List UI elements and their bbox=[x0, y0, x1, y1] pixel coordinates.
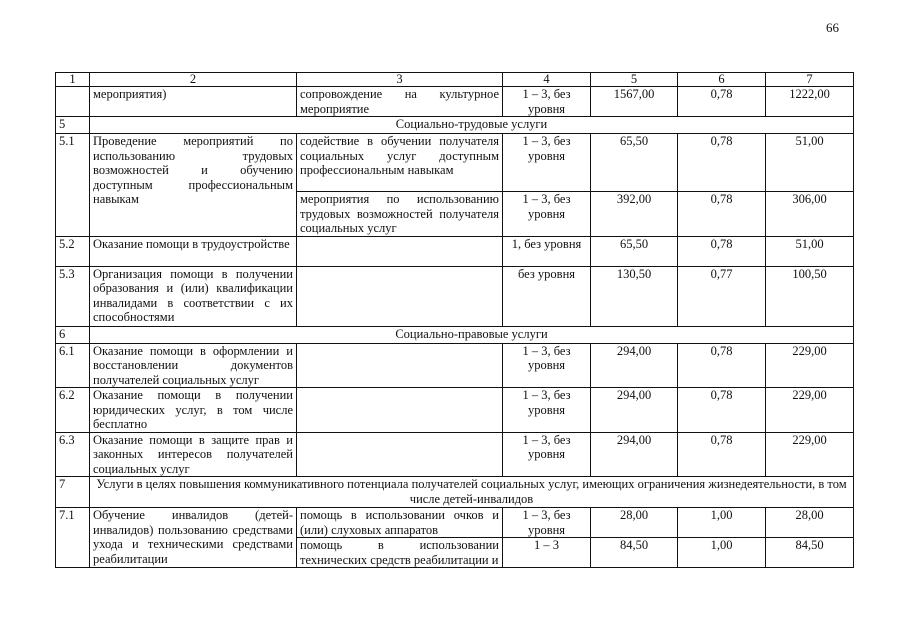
table-row bbox=[56, 134, 854, 192]
service-content bbox=[297, 432, 503, 477]
column-header: 4 bbox=[503, 73, 591, 87]
cost-cell: 28,00 bbox=[591, 508, 678, 538]
service-level: 1 – 3, без уровня bbox=[503, 87, 591, 117]
table-row bbox=[56, 508, 854, 538]
column-header: 3 bbox=[297, 73, 503, 87]
section-title: Социально-правовые услуги bbox=[90, 326, 854, 343]
service-level: 1 – 3, без уровня bbox=[503, 134, 591, 192]
coefficient-cell: 0,78 bbox=[678, 432, 766, 477]
section-row bbox=[56, 326, 854, 343]
column-header: 1 bbox=[56, 73, 90, 87]
section-title: Услуги в целях повышения коммуникативного потенциала получателей социальных услуг, имеющих ограничения жизнедеятельности, в том числе детей-инвалидов bbox=[90, 477, 854, 508]
column-header: 5 bbox=[591, 73, 678, 87]
section-title: Социально-трудовые услуги bbox=[90, 117, 854, 134]
coefficient-cell: 1,00 bbox=[678, 508, 766, 538]
column-header: 2 bbox=[90, 73, 297, 87]
cost-cell: 294,00 bbox=[591, 388, 678, 433]
section-row bbox=[56, 117, 854, 134]
service-content: содействие в обучении получателя социальных услуг доступным профессиональным навыкам bbox=[297, 134, 503, 192]
service-name: мероприятия) bbox=[90, 87, 297, 117]
cost-cell: 84,50 bbox=[591, 538, 678, 568]
service-level: 1 – 3 bbox=[503, 538, 591, 568]
cost-cell: 294,00 bbox=[591, 343, 678, 388]
service-level: без уровня bbox=[503, 266, 591, 326]
tariff-cell: 229,00 bbox=[766, 343, 854, 388]
service-content: помощь в использовании очков и (или) слуховых аппаратов bbox=[297, 508, 503, 538]
service-name: Обучение инвалидов (детей-инвалидов) пользованию средствами ухода и техническими средствами реабилитации bbox=[90, 508, 297, 568]
service-level: 1 – 3, без уровня bbox=[503, 432, 591, 477]
table-header-row bbox=[56, 73, 854, 87]
service-content: помощь в использовании технических средств реабилитации и bbox=[297, 538, 503, 568]
table-row bbox=[56, 432, 854, 477]
service-content: мероприятия по использованию трудовых возможностей получателя социальных услуг bbox=[297, 192, 503, 237]
tariff-cell: 306,00 bbox=[766, 192, 854, 237]
row-number: 6.1 bbox=[56, 343, 90, 388]
section-row bbox=[56, 477, 854, 508]
cost-cell: 1567,00 bbox=[591, 87, 678, 117]
tariff-cell: 28,00 bbox=[766, 508, 854, 538]
coefficient-cell: 0,78 bbox=[678, 192, 766, 237]
cost-cell: 65,50 bbox=[591, 236, 678, 266]
service-name: Оказание помощи в оформлении и восстановлении документов получателей социальных услуг bbox=[90, 343, 297, 388]
service-content bbox=[297, 236, 503, 266]
column-header: 7 bbox=[766, 73, 854, 87]
column-header: 6 bbox=[678, 73, 766, 87]
table-row bbox=[56, 236, 854, 266]
service-level: 1 – 3, без уровня bbox=[503, 388, 591, 433]
service-level: 1 – 3, без уровня bbox=[503, 192, 591, 237]
service-level: 1, без уровня bbox=[503, 236, 591, 266]
service-name: Оказание помощи в трудоустройстве bbox=[90, 236, 297, 266]
service-name: Организация помощи в получении образования и (или) квалификации инвалидами в соответствии с их способностями bbox=[90, 266, 297, 326]
row-number: 7.1 bbox=[56, 508, 90, 568]
cost-cell: 130,50 bbox=[591, 266, 678, 326]
table-row bbox=[56, 388, 854, 433]
service-name: Проведение мероприятий по использованию трудовых возможностей и обучению доступным профессиональным навыкам bbox=[90, 134, 297, 237]
table-row bbox=[56, 343, 854, 388]
row-number: 5.1 bbox=[56, 134, 90, 237]
service-content bbox=[297, 343, 503, 388]
coefficient-cell: 0,78 bbox=[678, 87, 766, 117]
table-row bbox=[56, 87, 854, 117]
section-number: 7 bbox=[56, 477, 90, 508]
service-name: Оказание помощи в защите прав и законных интересов получателей социальных услуг bbox=[90, 432, 297, 477]
coefficient-cell: 0,78 bbox=[678, 343, 766, 388]
service-name: Оказание помощи в получении юридических услуг, в том числе бесплатно bbox=[90, 388, 297, 433]
tariff-cell: 51,00 bbox=[766, 236, 854, 266]
service-level: 1 – 3, без уровня bbox=[503, 508, 591, 538]
row-number: 6.2 bbox=[56, 388, 90, 433]
coefficient-cell: 1,00 bbox=[678, 538, 766, 568]
service-level: 1 – 3, без уровня bbox=[503, 343, 591, 388]
cost-cell: 294,00 bbox=[591, 432, 678, 477]
page-number: 66 bbox=[826, 20, 839, 35]
tariff-cell: 100,50 bbox=[766, 266, 854, 326]
tariff-cell: 229,00 bbox=[766, 388, 854, 433]
tariff-cell: 51,00 bbox=[766, 134, 854, 192]
service-content: сопровождение на культурное мероприятие bbox=[297, 87, 503, 117]
row-number: 5.3 bbox=[56, 266, 90, 326]
coefficient-cell: 0,78 bbox=[678, 388, 766, 433]
cost-cell: 392,00 bbox=[591, 192, 678, 237]
table-row bbox=[56, 266, 854, 326]
service-content bbox=[297, 266, 503, 326]
coefficient-cell: 0,77 bbox=[678, 266, 766, 326]
tariff-cell: 1222,00 bbox=[766, 87, 854, 117]
row-number: 6.3 bbox=[56, 432, 90, 477]
cost-cell: 65,50 bbox=[591, 134, 678, 192]
tariff-cell: 84,50 bbox=[766, 538, 854, 568]
tariff-cell: 229,00 bbox=[766, 432, 854, 477]
section-number: 5 bbox=[56, 117, 90, 134]
row-number bbox=[56, 87, 90, 117]
coefficient-cell: 0,78 bbox=[678, 236, 766, 266]
coefficient-cell: 0,78 bbox=[678, 134, 766, 192]
service-content bbox=[297, 388, 503, 433]
row-number: 5.2 bbox=[56, 236, 90, 266]
section-number: 6 bbox=[56, 326, 90, 343]
services-table bbox=[55, 72, 854, 568]
